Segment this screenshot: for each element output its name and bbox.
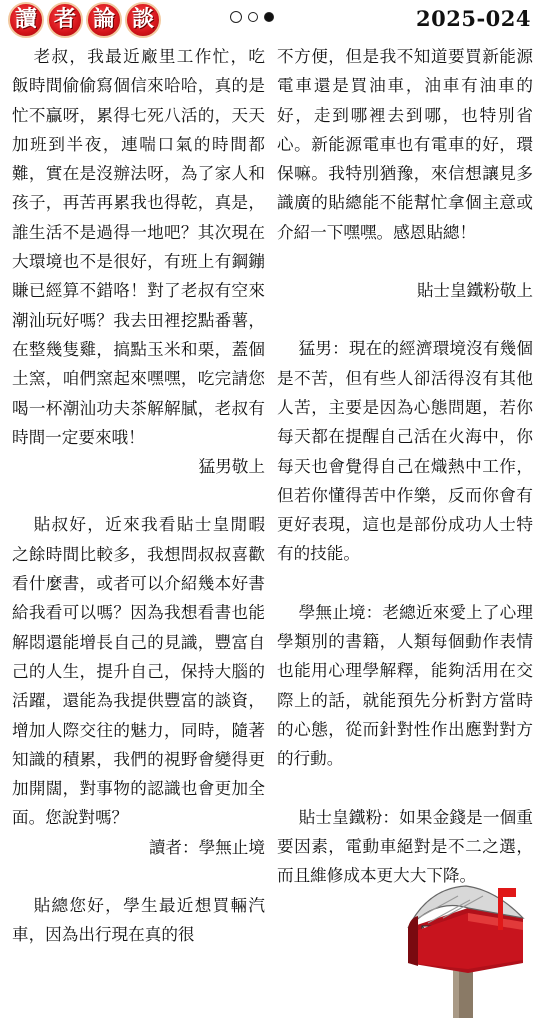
spacer <box>277 305 533 334</box>
title-char: 讀 <box>8 2 44 38</box>
spacer <box>277 569 533 598</box>
left-column <box>12 42 265 950</box>
mailbox-icon <box>398 878 528 1018</box>
title-char: 者 <box>47 2 83 38</box>
spacer <box>277 774 533 803</box>
filled-circle-icon <box>264 12 274 22</box>
letter-paragraph: 貼叔好，近來我看貼士皇閒暇之餘時間比較多，我想問叔叔喜歡看什麼書，或者可以介紹幾本好書給我看可以嗎？因為我想看書也能解悶還能增長自己的見識，豐富自己的人生，提升自己，保持大腦的活躍，還能為我提供豐富的談資，增加人際交往的魅力，同時，隨著知識的積累，我們的視野會變得更加開闊，對事物的認識也會更加全面。您說對嗎？ <box>12 515 265 828</box>
column-title <box>8 2 161 38</box>
spacer <box>12 862 265 891</box>
title-char: 論 <box>86 2 122 38</box>
header <box>0 0 545 40</box>
issue-number: 2025-024 <box>416 6 531 31</box>
spacer <box>277 247 533 276</box>
reply-paragraph: 學無止境：老總近來愛上了心理學類別的書籍，人類每個動作表情也能用心理學解釋，能夠活用在交際上的話，就能預先分析對方當時的心態，從而針對性作出應對對方的行動。 <box>277 602 533 769</box>
circle-icon <box>230 11 242 23</box>
letter-signature: 讀者：學無止境 <box>148 837 265 857</box>
decorative-dots <box>230 11 274 23</box>
letter-paragraph: 貼總您好，學生最近想買輛汽車，因為出行現在真的很 <box>12 896 265 945</box>
spacer <box>12 481 265 510</box>
reply-paragraph: 貼士皇鐵粉：如果金錢是一個重要因素，電動車絕對是不二之選，而且維修成本更大大下降。 <box>277 807 533 886</box>
letter-paragraph: 老叔，我最近廠里工作忙，吃飯時間偷偷寫個信來哈哈，真的是忙不贏呀，累得七死八活的，天天加班到半夜，連喘口氣的時間都難，實在是沒辦法呀，為了家人和孩子，再苦再累我也得乾，真是，誰生活不是過得一地吧？其次現在大環境也不是很好，有班上有鋼鏰賺已經算不錯咯！對了老叔有空來潮汕玩好嗎？我去田裡挖點番薯，在整幾隻雞，搞點玉米和栗，蓋個土窯，咱們窯起來嘿嘿，吃完請您喝一杯潮汕功夫茶解解膩，老叔有時間一定要來哦！ <box>12 47 265 447</box>
letter-signature: 猛男敬上 <box>198 457 265 477</box>
letter-paragraph: 不方便，但是我不知道要買新能源電車還是買油車，油車有油車的好，走到哪裡去到哪，也特別省心。新能源電車也有電車的好，環保嘛。我特別猶豫，來信想讓見多識廣的貼總能不能幫忙拿個主意或介紹一下嘿嘿。感恩貼總！ <box>277 47 533 242</box>
reply-paragraph: 猛男：現在的經濟環境沒有幾個是不苦，但有些人卻活得沒有其他人苦，主要是因為心態問題，若你每天都在提醒自己活在火海中，你每天也會覺得自己在熾熱中工作，但若你懂得苦中作樂，反而你會有更好表現，這也是部份成功人士特有的技能。 <box>277 339 533 564</box>
right-column <box>277 42 533 890</box>
title-char: 談 <box>125 2 161 38</box>
circle-icon <box>248 12 258 22</box>
letter-signature: 貼士皇鐵粉敬上 <box>416 281 533 301</box>
